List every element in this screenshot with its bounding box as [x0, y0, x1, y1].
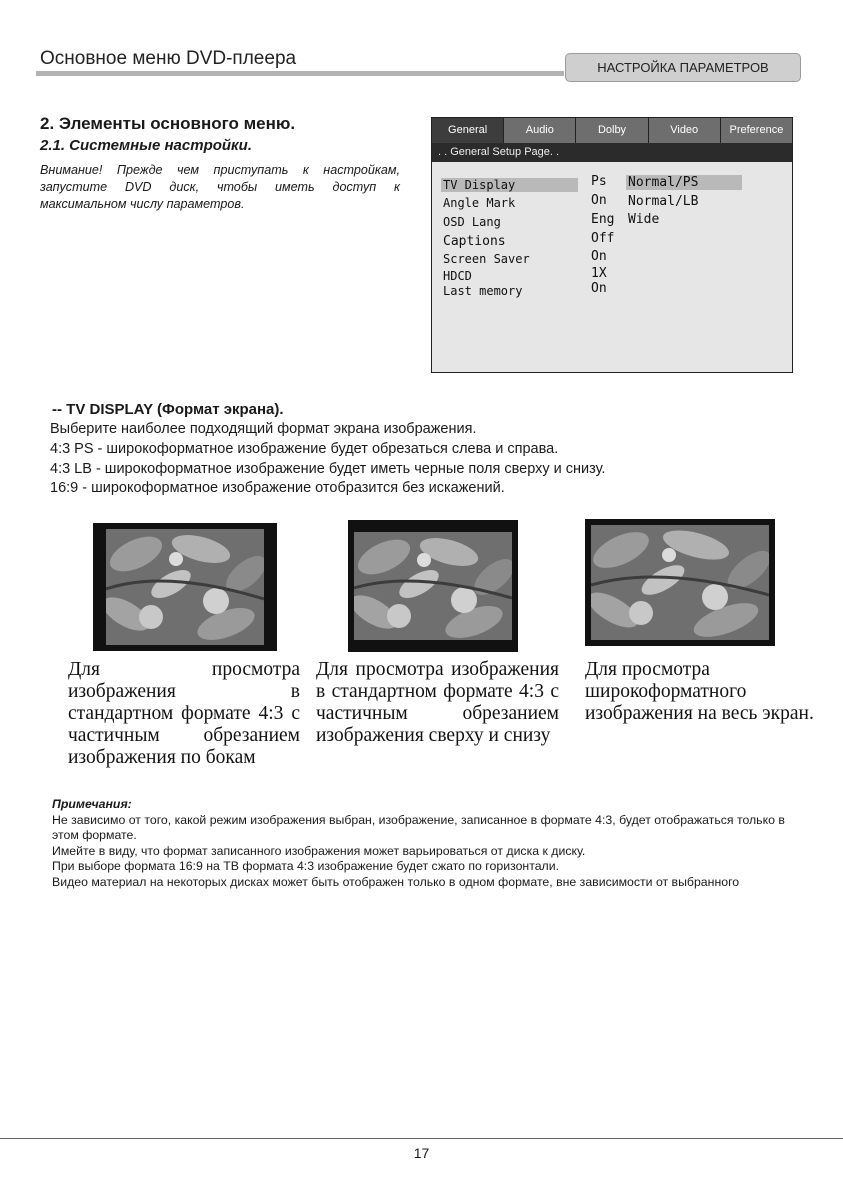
osd-item-angle-mark[interactable]: Angle Mark — [443, 196, 516, 210]
osd-item-osd-lang[interactable]: OSD Lang — [443, 215, 501, 229]
page-number: 17 — [413, 1145, 430, 1161]
apple-tree-photo — [106, 529, 264, 645]
osd-value-osd-lang: Eng — [591, 212, 615, 227]
tab-audio[interactable]: Audio — [504, 118, 576, 143]
tv-display-line: 4:3 PS - широкоформатное изображение будет обрезаться слева и справа. — [50, 441, 559, 457]
footer-rule — [0, 1138, 843, 1139]
osd-value-screen-saver: On — [591, 249, 607, 264]
osd-page-label: . . General Setup Page. . — [432, 143, 792, 162]
notes-block — [52, 797, 812, 890]
apple-tree-photo — [591, 525, 769, 640]
section-subtitle: 2.1. Системные настройки. — [40, 137, 252, 154]
osd-item-captions[interactable]: Captions — [443, 234, 506, 249]
osd-item-screen-saver[interactable]: Screen Saver — [443, 252, 530, 266]
tv-display-line: 16:9 - широкоформатное изображение отобразится без искажений. — [50, 480, 505, 496]
osd-tab-bar — [432, 118, 792, 143]
osd-value-last-memory: On — [591, 281, 607, 296]
tv-display-heading: -- TV DISPLAY (Формат экрана). — [52, 401, 284, 418]
osd-item-last-memory[interactable]: Last memory — [443, 284, 523, 298]
note-line: При выборе формата 16:9 на ТВ формата 4:3 изображение будет сжато по горизонтали. — [52, 859, 559, 873]
caption-ps: Для просмотра изображения в стандартном формате 4:3 с частичным обрезанием изображения по бокам — [68, 659, 300, 768]
note-line: Имейте в виду, что формат записанного изображения может варьироваться от диска к диску. — [52, 843, 586, 858]
page-header-title: Основное меню DVD-плеера — [40, 48, 297, 69]
tab-preference[interactable]: Preference — [721, 118, 792, 143]
tv-display-line: Выберите наиболее подходящий формат экрана изображения. — [50, 421, 477, 437]
osd-option-normal-ps[interactable]: Normal/PS — [626, 175, 742, 190]
caption-lb: Для просмотра изображения в стандартном формате 4:3 с частичным обрезанием изображения сверху и снизу — [316, 659, 559, 746]
osd-setup-menu — [431, 117, 793, 373]
tab-general[interactable]: General — [432, 118, 504, 143]
osd-item-tv-display[interactable]: TV Display — [441, 178, 578, 192]
notice-text: Внимание! Прежде чем приступать к настройкам, запустите DVD диск, чтобы иметь доступ к максимальном числу параметров. — [40, 163, 400, 211]
osd-value-captions: Off — [591, 231, 615, 246]
osd-value-tv-display: Ps — [591, 174, 607, 189]
note-line: Не зависимо от того, какой режим изображения выбран, изображение, записанное в формате 4:3, будет отображаться только в этом формате. — [52, 812, 785, 842]
apple-tree-photo — [354, 532, 512, 640]
osd-item-hdcd[interactable]: HDCD — [443, 269, 472, 283]
tv-display-line: 4:3 LB - широкоформатное изображение будет иметь черные поля сверху и снизу. — [50, 461, 606, 477]
tab-dolby[interactable]: Dolby — [576, 118, 648, 143]
tab-video[interactable]: Video — [649, 118, 721, 143]
osd-option-normal-lb[interactable]: Normal/LB — [628, 194, 699, 209]
section-tag: НАСТРОЙКА ПАРАМЕТРОВ — [565, 53, 801, 82]
osd-option-wide[interactable]: Wide — [628, 212, 660, 227]
example-image-ps — [93, 523, 277, 651]
osd-value-hdcd: 1X — [591, 266, 607, 281]
notes-heading: Примечания: — [52, 797, 132, 811]
example-image-wide — [585, 519, 775, 646]
example-image-lb — [348, 520, 518, 652]
section-title: 2. Элементы основного меню. — [40, 114, 296, 133]
caption-wide: Для просмотра широкоформатного изображения на весь экран. — [585, 659, 814, 724]
header-rule — [36, 71, 564, 76]
osd-value-angle-mark: On — [591, 193, 607, 208]
note-line: Видео материал на некоторых дисках может быть отображен только в одном формате, вне зависимости от выбранного — [52, 874, 740, 889]
